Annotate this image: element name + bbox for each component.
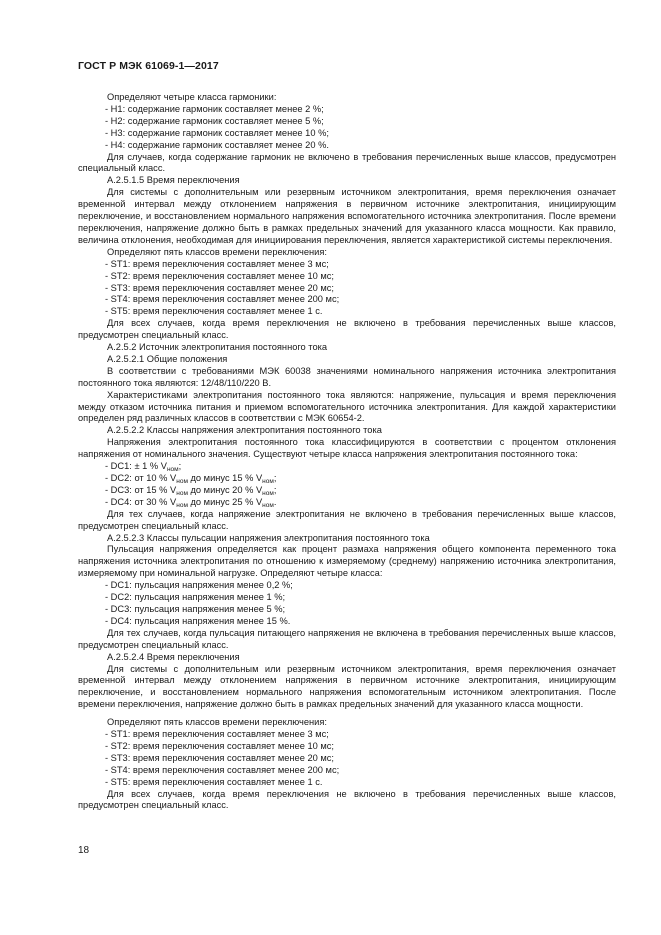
paragraph-a2515-note: Для всех случаев, когда время переключения не включено в требования перечисленных выше классов, предусмотрен специальный класс. — [78, 318, 616, 341]
list-item-dc4-ripple: - DC4: пульсация напряжения менее 15 %. — [105, 615, 291, 626]
paragraph-a2524-intro: Определяют пять классов времени переключения: — [107, 717, 327, 728]
paragraph-a2523-note: Для тех случаев, когда пульсация питающего напряжения не включена в требования перечисленных выше классов, предусмотрен специальный класс. — [78, 627, 616, 650]
list-item-h1: - H1: содержание гармоник составляет менее 2 %; — [105, 103, 324, 114]
section-heading-a2524: А.2.5.2.4 Время переключения — [107, 651, 240, 662]
list-item-dc3-voltage: - DC3: от 15 % $V_{ном}$ до минус 20 % $V_{ном}$; — [105, 484, 277, 497]
section-heading-a2521: А.2.5.2.1 Общие положения — [107, 353, 228, 364]
list-item-dc3-ripple: - DC3: пульсация напряжения менее 5 %; — [105, 603, 286, 614]
paragraph-harmonics-note: Для случаев, когда содержание гармоник не включено в требования перечисленных выше классов, предусмотрен специальный класс. — [78, 151, 616, 174]
list-item-st3: - ST3: время переключения составляет менее 20 мс; — [105, 282, 335, 293]
paragraph-a2523-ripple: Пульсация напряжения определяется как процент размаха напряжения общего компонента переменного тока напряжения источника электропитания по отношению к измеряемому (среднему) напряжению источника электропитания, измеряемому при номинальной нагрузке. Определяют четыре класса: — [78, 544, 616, 579]
list-item-h4: - H4: содержание гармоник составляет менее 20 %. — [105, 139, 329, 150]
page-number: 18 — [78, 845, 90, 856]
list-item-dc4-voltage: - DC4: от 30 % $V_{ном}$ до минус 25 % $V_{ном}$. — [105, 496, 277, 509]
paragraph-a2521-characteristics: Характеристиками электропитания постоянного тока являются: напряжение, пульсация и время переключения между отказом источника питания и приемом вспомогательного источника электропитания. Для каждой характеристики определен ряд различных классов в соответствии с МЭК 60654-2. — [78, 389, 616, 424]
document-header: ГОСТ Р МЭК 61069-1—2017 — [78, 60, 219, 72]
paragraph-a2522-intro: Напряжения электропитания постоянного тока классифицируются в соответствии с процентом отклонения напряжения от номинального значения. Существуют четыре класса напряжения электропитания постоянного тока: — [78, 437, 616, 460]
paragraph-a2524-note: Для всех случаев, когда время переключения не включено в требования перечисленных выше классов, предусмотрен специальный класс. — [78, 788, 616, 811]
section-heading-a2515: А.2.5.1.5 Время переключения — [107, 175, 240, 186]
page-body — [78, 92, 616, 812]
list-item-st1-dc: - ST1: время переключения составляет менее 3 мс; — [105, 729, 329, 740]
section-heading-a252: А.2.5.2 Источник электропитания постоянного тока — [107, 342, 328, 353]
list-item-h2: - H2: содержание гармоник составляет менее 5 %; — [105, 115, 324, 126]
section-heading-a2522: А.2.5.2.2 Классы напряжения электропитания постоянного тока — [107, 425, 382, 436]
paragraph-a2522-note: Для тех случаев, когда напряжение электропитания не включено в требования перечисленных выше классов, предусмотрен специальный класс. — [78, 508, 616, 531]
section-heading-a2523: А.2.5.2.3 Классы пульсации напряжения электропитания постоянного тока — [107, 532, 430, 543]
paragraph-a2515-switching: Для системы с дополнительным или резервным источником электропитания, время переключения означает временной интервал между отклонением напряжения в первичном источнике электропитания, инициирующим переключение, и восстановлением нормального напряжения вспомогательного источника электропитания. После времени переключения, напряжение должно быть в рамках предельных значений для указанного класса мощности. Как правило, величина отклонения, необходимая для инициирования переключения, является характеристикой системы переключения. — [78, 187, 616, 245]
list-item-st4-dc: - ST4: время переключения составляет менее 200 мс; — [105, 764, 340, 775]
list-item-st5: - ST5: время переключения составляет менее 1 с. — [105, 306, 323, 317]
list-item-dc2-voltage: - DC2: от 10 % $V_{ном}$ до минус 15 % $V_{ном}$; — [105, 473, 277, 485]
list-item-dc1-ripple: - DC1: пульсация напряжения менее 0,2 %; — [105, 580, 293, 591]
list-item-st3-dc: - ST3: время переключения составляет менее 20 мс; — [105, 752, 335, 763]
list-item-st2-dc: - ST2: время переключения составляет менее 10 мс; — [105, 740, 335, 751]
list-item-st2: - ST2: время переключения составляет менее 10 мс; — [105, 270, 335, 281]
paragraph-a2521-voltages: В соответствии с требованиями МЭК 60038 значениями номинального напряжения источника электропитания постоянного тока являются: 12/48/110/220 В. — [78, 365, 616, 388]
paragraph-harmonics-intro: Определяют четыре класса гармоники: — [107, 92, 277, 102]
list-item-st4: - ST4: время переключения составляет менее 200 мс; — [105, 294, 340, 305]
list-item-st1: - ST1: время переключения составляет менее 3 мс; — [105, 258, 329, 269]
paragraph-a2524-switching: Для системы с дополнительным или резервным источником электропитания, время переключения означает временной интервал между отклонением напряжения в первичном источнике электропитания, инициирующим переключение, и восстановлением нормального напряжения вспомогательным источником электропитания. После времени переключения, напряжение должно быть в рамках предельных значений для указанного класса мощности. — [78, 663, 616, 710]
paragraph-a2515-intro: Определяют пять классов времени переключения: — [107, 246, 327, 257]
list-item-dc2-ripple: - DC2: пульсация напряжения менее 1 %; — [105, 592, 286, 603]
list-item-dc1-voltage: - DC1: ± 1 % $V_{ном}$; — [105, 461, 182, 474]
list-item-st5-dc: - ST5: время переключения составляет менее 1 с. — [105, 776, 323, 787]
list-item-h3: - H3: содержание гармоник составляет менее 10 %; — [105, 127, 329, 138]
